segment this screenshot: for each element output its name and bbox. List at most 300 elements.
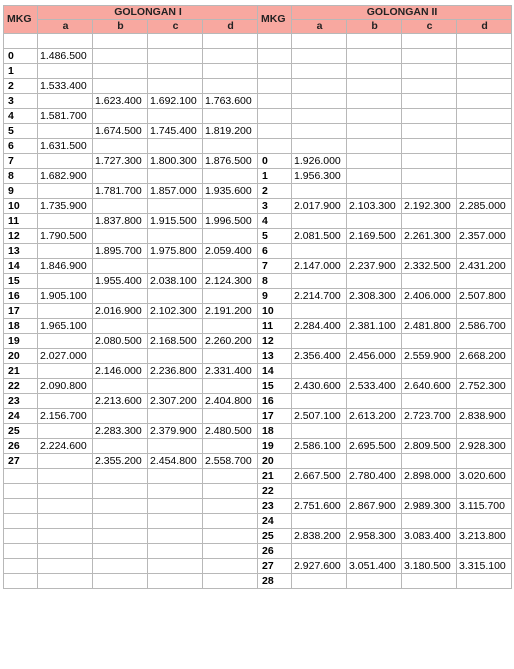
g2-cell-d <box>457 79 512 94</box>
golongan-2-sub-b: b <box>347 20 402 34</box>
g2-cell-c: 3.083.400 <box>402 529 457 544</box>
g1-cell-d: 2.260.200 <box>203 334 258 349</box>
table-row <box>4 64 512 79</box>
g2-mkg-cell: 20 <box>258 454 292 469</box>
g2-cell-c <box>402 49 457 64</box>
g1-mkg-cell: 27 <box>4 454 38 469</box>
g1-cell-d: 1.819.200 <box>203 124 258 139</box>
g2-cell-a: 2.214.700 <box>292 289 347 304</box>
g1-cell-d <box>203 34 258 49</box>
g2-cell-a: 2.667.500 <box>292 469 347 484</box>
g2-cell-c <box>402 139 457 154</box>
g1-cell-a: 1.682.900 <box>38 169 93 184</box>
g2-mkg-cell <box>258 109 292 124</box>
g1-cell-a <box>38 544 93 559</box>
g2-mkg-cell: 8 <box>258 274 292 289</box>
g2-cell-a <box>292 484 347 499</box>
g2-cell-d <box>457 334 512 349</box>
g2-cell-a: 2.081.500 <box>292 229 347 244</box>
g2-cell-c: 2.481.800 <box>402 319 457 334</box>
g1-cell-d <box>203 439 258 454</box>
g1-cell-d: 2.480.500 <box>203 424 258 439</box>
g1-cell-b <box>93 409 148 424</box>
g1-cell-d <box>203 349 258 364</box>
g2-cell-c: 2.809.500 <box>402 439 457 454</box>
table-row <box>4 469 512 484</box>
g2-mkg-cell <box>258 64 292 79</box>
table-row <box>4 259 512 274</box>
g1-cell-a <box>38 94 93 109</box>
golongan-1-sub-c: c <box>148 20 203 34</box>
g1-cell-c: 1.975.800 <box>148 244 203 259</box>
g2-cell-c <box>402 184 457 199</box>
g2-cell-c <box>402 109 457 124</box>
table-row <box>4 319 512 334</box>
g1-cell-c: 1.745.400 <box>148 124 203 139</box>
g1-cell-d <box>203 484 258 499</box>
g1-cell-c: 1.915.500 <box>148 214 203 229</box>
g2-cell-b <box>347 394 402 409</box>
g2-cell-a: 2.284.400 <box>292 319 347 334</box>
g1-cell-a: 1.735.900 <box>38 199 93 214</box>
g2-cell-d: 2.928.300 <box>457 439 512 454</box>
g2-cell-a <box>292 544 347 559</box>
g2-cell-d <box>457 94 512 109</box>
g1-cell-c: 2.038.100 <box>148 274 203 289</box>
g1-mkg-cell: 23 <box>4 394 38 409</box>
salary-table <box>3 5 512 589</box>
g2-mkg-cell: 11 <box>258 319 292 334</box>
g1-cell-b <box>93 529 148 544</box>
g1-cell-a: 2.156.700 <box>38 409 93 424</box>
g2-cell-d <box>457 274 512 289</box>
g1-mkg-cell: 26 <box>4 439 38 454</box>
table-row <box>4 274 512 289</box>
g2-cell-a: 2.017.900 <box>292 199 347 214</box>
g1-cell-d <box>203 319 258 334</box>
g1-cell-d: 1.876.500 <box>203 154 258 169</box>
spacer-row <box>4 34 512 49</box>
g1-cell-b: 1.674.500 <box>93 124 148 139</box>
g2-cell-a <box>292 139 347 154</box>
g2-cell-a <box>292 304 347 319</box>
g1-mkg-cell <box>4 469 38 484</box>
g1-cell-a <box>38 499 93 514</box>
g1-mkg-cell: 22 <box>4 379 38 394</box>
table-row <box>4 109 512 124</box>
g2-cell-b: 3.051.400 <box>347 559 402 574</box>
g1-cell-b <box>93 559 148 574</box>
g1-mkg-cell: 21 <box>4 364 38 379</box>
g1-cell-a: 2.027.000 <box>38 349 93 364</box>
g2-cell-b <box>347 544 402 559</box>
g2-cell-d: 2.752.300 <box>457 379 512 394</box>
g2-mkg-cell: 15 <box>258 379 292 394</box>
g2-cell-a: 2.927.600 <box>292 559 347 574</box>
g2-cell-d: 3.213.800 <box>457 529 512 544</box>
table-row <box>4 304 512 319</box>
g1-cell-d <box>203 139 258 154</box>
g1-cell-d: 2.191.200 <box>203 304 258 319</box>
g1-cell-c <box>148 34 203 49</box>
g1-cell-a <box>38 154 93 169</box>
g2-cell-c <box>402 514 457 529</box>
g2-mkg-cell: 5 <box>258 229 292 244</box>
g2-mkg-cell: 28 <box>258 574 292 589</box>
g2-mkg-cell <box>258 49 292 64</box>
g1-cell-c <box>148 79 203 94</box>
g1-cell-c <box>148 559 203 574</box>
g1-mkg-cell <box>4 559 38 574</box>
g1-mkg-cell <box>4 574 38 589</box>
g2-cell-b: 2.381.100 <box>347 319 402 334</box>
g2-cell-d: 2.285.000 <box>457 199 512 214</box>
table-row <box>4 439 512 454</box>
g1-cell-a <box>38 424 93 439</box>
g1-cell-a <box>38 64 93 79</box>
g2-cell-b <box>347 454 402 469</box>
g1-cell-b <box>93 469 148 484</box>
g2-cell-b <box>347 184 402 199</box>
g1-cell-b <box>93 259 148 274</box>
g2-cell-b: 2.169.500 <box>347 229 402 244</box>
g1-mkg-cell: 0 <box>4 49 38 64</box>
table-body <box>4 34 512 589</box>
g2-cell-d: 3.115.700 <box>457 499 512 514</box>
g2-cell-b: 2.780.400 <box>347 469 402 484</box>
g2-cell-c <box>402 79 457 94</box>
g2-cell-c <box>402 124 457 139</box>
g2-cell-c <box>402 424 457 439</box>
g1-cell-d <box>203 514 258 529</box>
table-row <box>4 139 512 154</box>
table-row <box>4 334 512 349</box>
g2-cell-b <box>347 154 402 169</box>
g2-cell-d <box>457 109 512 124</box>
g2-cell-d: 2.357.000 <box>457 229 512 244</box>
g2-cell-c <box>402 574 457 589</box>
g2-cell-d: 2.586.700 <box>457 319 512 334</box>
g1-cell-a <box>38 274 93 289</box>
golongan-1-sub-a: a <box>38 20 93 34</box>
g1-mkg-cell: 24 <box>4 409 38 424</box>
g2-cell-a <box>292 184 347 199</box>
g2-cell-b <box>347 364 402 379</box>
g2-cell-a <box>292 49 347 64</box>
g2-cell-d <box>457 124 512 139</box>
g1-cell-a <box>38 484 93 499</box>
g2-cell-c <box>402 454 457 469</box>
g1-cell-b <box>93 379 148 394</box>
g1-cell-a: 1.581.700 <box>38 109 93 124</box>
table-row <box>4 514 512 529</box>
g2-cell-a <box>292 79 347 94</box>
table-row <box>4 229 512 244</box>
g2-cell-c <box>402 544 457 559</box>
g1-mkg-cell: 18 <box>4 319 38 334</box>
g2-cell-a: 2.507.100 <box>292 409 347 424</box>
table-row <box>4 454 512 469</box>
table-row <box>4 409 512 424</box>
g1-cell-b <box>93 139 148 154</box>
g1-cell-c <box>148 289 203 304</box>
g1-cell-b <box>93 439 148 454</box>
g2-cell-d <box>457 214 512 229</box>
g1-mkg-cell: 20 <box>4 349 38 364</box>
g2-cell-c <box>402 214 457 229</box>
g2-cell-a <box>292 454 347 469</box>
g1-cell-b: 2.213.600 <box>93 394 148 409</box>
g1-cell-c: 1.857.000 <box>148 184 203 199</box>
g1-mkg-cell: 25 <box>4 424 38 439</box>
g2-cell-c <box>402 154 457 169</box>
g1-cell-a <box>38 514 93 529</box>
g2-cell-b <box>347 484 402 499</box>
g1-cell-b: 2.146.000 <box>93 364 148 379</box>
g1-cell-a: 1.846.900 <box>38 259 93 274</box>
g2-cell-b <box>347 334 402 349</box>
g2-cell-d <box>457 34 512 49</box>
g2-mkg-cell: 2 <box>258 184 292 199</box>
g1-cell-b: 1.781.700 <box>93 184 148 199</box>
g1-mkg-cell: 19 <box>4 334 38 349</box>
g1-cell-b: 1.623.400 <box>93 94 148 109</box>
g1-cell-c <box>148 574 203 589</box>
g2-cell-a <box>292 244 347 259</box>
g1-cell-d <box>203 499 258 514</box>
g2-cell-c <box>402 274 457 289</box>
g1-cell-a <box>38 124 93 139</box>
g1-cell-c: 1.800.300 <box>148 154 203 169</box>
g2-mkg-cell: 1 <box>258 169 292 184</box>
g1-cell-a: 2.224.600 <box>38 439 93 454</box>
table-row <box>4 364 512 379</box>
g1-cell-a <box>38 469 93 484</box>
g1-cell-a <box>38 529 93 544</box>
g1-cell-d: 2.558.700 <box>203 454 258 469</box>
g1-mkg-cell <box>4 544 38 559</box>
g2-cell-b: 2.533.400 <box>347 379 402 394</box>
g2-mkg-cell: 6 <box>258 244 292 259</box>
g1-mkg-cell: 1 <box>4 64 38 79</box>
g2-mkg-cell: 16 <box>258 394 292 409</box>
g2-cell-a <box>292 394 347 409</box>
g2-mkg-cell: 17 <box>258 409 292 424</box>
g1-cell-b <box>93 289 148 304</box>
g1-mkg-cell: 8 <box>4 169 38 184</box>
g1-cell-c <box>148 484 203 499</box>
g2-cell-a <box>292 64 347 79</box>
g1-cell-b <box>93 64 148 79</box>
g1-mkg-cell: 13 <box>4 244 38 259</box>
g2-cell-b <box>347 274 402 289</box>
g2-cell-d <box>457 454 512 469</box>
g1-cell-c <box>148 499 203 514</box>
g2-cell-b <box>347 124 402 139</box>
g2-cell-d <box>457 304 512 319</box>
g1-cell-a: 1.965.100 <box>38 319 93 334</box>
g2-mkg-cell: 21 <box>258 469 292 484</box>
g2-cell-b <box>347 79 402 94</box>
g2-cell-b: 2.695.500 <box>347 439 402 454</box>
table-row <box>4 544 512 559</box>
g2-cell-c: 3.180.500 <box>402 559 457 574</box>
g1-cell-d <box>203 259 258 274</box>
g2-cell-b <box>347 169 402 184</box>
table-header <box>4 6 512 34</box>
g1-cell-d: 2.404.800 <box>203 394 258 409</box>
g2-mkg-cell: 3 <box>258 199 292 214</box>
g2-cell-c: 2.989.300 <box>402 499 457 514</box>
salary-table-container <box>3 5 512 589</box>
g2-mkg-cell <box>258 79 292 94</box>
g2-cell-b <box>347 424 402 439</box>
g2-cell-c <box>402 94 457 109</box>
g2-cell-c: 2.723.700 <box>402 409 457 424</box>
g2-mkg-cell <box>258 34 292 49</box>
g1-cell-c <box>148 109 203 124</box>
table-row <box>4 484 512 499</box>
g2-mkg-cell: 4 <box>258 214 292 229</box>
g1-cell-b: 1.727.300 <box>93 154 148 169</box>
table-row <box>4 529 512 544</box>
g1-cell-a <box>38 364 93 379</box>
g2-cell-d <box>457 484 512 499</box>
g1-cell-d <box>203 289 258 304</box>
g2-cell-a <box>292 334 347 349</box>
g2-cell-a: 2.356.400 <box>292 349 347 364</box>
g2-cell-d <box>457 139 512 154</box>
g2-cell-c: 2.192.300 <box>402 199 457 214</box>
g2-cell-b: 2.456.000 <box>347 349 402 364</box>
g1-mkg-cell: 15 <box>4 274 38 289</box>
g2-mkg-cell: 22 <box>258 484 292 499</box>
g1-cell-b <box>93 574 148 589</box>
g1-cell-b <box>93 229 148 244</box>
g1-cell-a <box>38 244 93 259</box>
g2-mkg-cell: 10 <box>258 304 292 319</box>
g1-cell-b: 1.955.400 <box>93 274 148 289</box>
g2-cell-d <box>457 169 512 184</box>
g1-mkg-cell: 10 <box>4 199 38 214</box>
g1-cell-c <box>148 319 203 334</box>
g2-cell-b: 2.308.300 <box>347 289 402 304</box>
g1-cell-d <box>203 64 258 79</box>
g1-cell-a: 2.090.800 <box>38 379 93 394</box>
g2-cell-b <box>347 304 402 319</box>
g2-cell-a <box>292 364 347 379</box>
g2-cell-d: 3.020.600 <box>457 469 512 484</box>
g2-cell-a <box>292 94 347 109</box>
g1-cell-c <box>148 49 203 64</box>
g1-cell-b <box>93 34 148 49</box>
g1-cell-b <box>93 514 148 529</box>
g2-cell-b <box>347 244 402 259</box>
g2-cell-d: 3.315.100 <box>457 559 512 574</box>
g2-cell-b <box>347 94 402 109</box>
table-row <box>4 424 512 439</box>
g1-cell-b <box>93 484 148 499</box>
g1-cell-c: 2.102.300 <box>148 304 203 319</box>
g1-cell-a <box>38 394 93 409</box>
table-row <box>4 79 512 94</box>
g2-mkg-cell: 7 <box>258 259 292 274</box>
g2-cell-c <box>402 304 457 319</box>
g1-cell-a: 1.631.500 <box>38 139 93 154</box>
g2-cell-a: 1.926.000 <box>292 154 347 169</box>
g1-mkg-cell <box>4 34 38 49</box>
g1-cell-a: 1.533.400 <box>38 79 93 94</box>
g1-cell-a: 1.790.500 <box>38 229 93 244</box>
g2-mkg-cell <box>258 124 292 139</box>
g1-cell-b: 1.837.800 <box>93 214 148 229</box>
g2-cell-d <box>457 154 512 169</box>
g2-cell-c <box>402 364 457 379</box>
g1-cell-d <box>203 529 258 544</box>
g1-cell-a <box>38 334 93 349</box>
g1-cell-a: 1.905.100 <box>38 289 93 304</box>
g1-cell-b <box>93 349 148 364</box>
g2-cell-d: 2.431.200 <box>457 259 512 274</box>
g1-mkg-cell: 12 <box>4 229 38 244</box>
golongan-1-header: GOLONGAN I <box>38 6 258 20</box>
g2-cell-b: 2.103.300 <box>347 199 402 214</box>
g1-cell-b <box>93 544 148 559</box>
golongan-1-sub-d: d <box>203 20 258 34</box>
table-row <box>4 184 512 199</box>
g1-cell-b <box>93 319 148 334</box>
g1-cell-c <box>148 229 203 244</box>
g2-cell-c <box>402 394 457 409</box>
g1-cell-a <box>38 184 93 199</box>
g2-cell-b <box>347 574 402 589</box>
g2-cell-d <box>457 574 512 589</box>
g2-cell-a <box>292 109 347 124</box>
g1-cell-a <box>38 454 93 469</box>
g1-cell-c <box>148 379 203 394</box>
g2-cell-d: 2.838.900 <box>457 409 512 424</box>
g1-mkg-cell: 2 <box>4 79 38 94</box>
table-row <box>4 289 512 304</box>
g2-cell-c <box>402 169 457 184</box>
g1-mkg-cell: 4 <box>4 109 38 124</box>
g1-mkg-cell <box>4 484 38 499</box>
table-row <box>4 199 512 214</box>
g1-cell-b: 2.283.300 <box>93 424 148 439</box>
g1-mkg-cell: 6 <box>4 139 38 154</box>
g2-cell-a: 2.838.200 <box>292 529 347 544</box>
g1-cell-b: 2.080.500 <box>93 334 148 349</box>
table-row <box>4 379 512 394</box>
table-row <box>4 559 512 574</box>
g2-mkg-cell: 27 <box>258 559 292 574</box>
g1-mkg-cell <box>4 499 38 514</box>
g1-mkg-cell: 9 <box>4 184 38 199</box>
g2-cell-b: 2.237.900 <box>347 259 402 274</box>
g1-cell-b: 2.016.900 <box>93 304 148 319</box>
g1-cell-a: 1.486.500 <box>38 49 93 64</box>
g1-cell-d <box>203 559 258 574</box>
g1-cell-d: 1.763.600 <box>203 94 258 109</box>
g1-cell-b <box>93 109 148 124</box>
g1-cell-c: 2.307.200 <box>148 394 203 409</box>
golongan-2-sub-c: c <box>402 20 457 34</box>
mkg-header-golongan-2: MKG <box>258 6 292 34</box>
g2-mkg-cell: 9 <box>258 289 292 304</box>
g1-cell-c <box>148 439 203 454</box>
g1-mkg-cell: 7 <box>4 154 38 169</box>
g2-cell-d <box>457 184 512 199</box>
